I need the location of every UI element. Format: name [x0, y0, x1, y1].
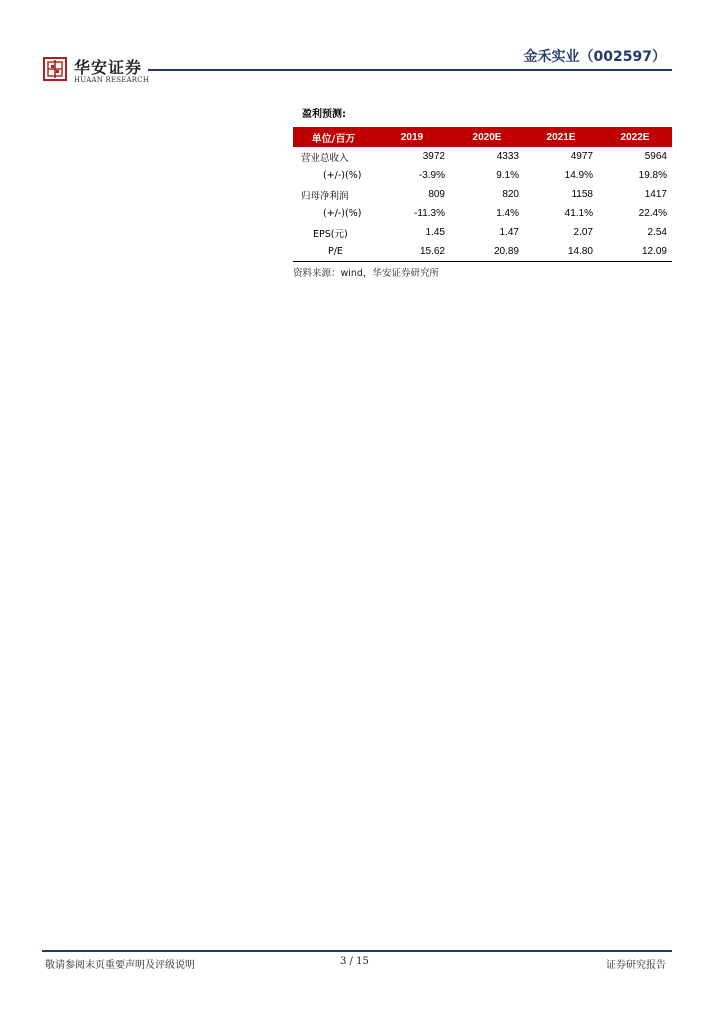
- table-cell: 41.1%: [564, 208, 593, 219]
- table-cell: -3.9%: [418, 170, 445, 181]
- table-cell: 9.1%: [496, 170, 519, 181]
- row-label: 营业总收入: [301, 152, 349, 164]
- table-cell: 2.07: [573, 227, 593, 238]
- table-row: [293, 223, 672, 242]
- table-cell: 4333: [496, 151, 519, 162]
- table-cell: 1.47: [499, 227, 519, 238]
- table-cell: 14.9%: [564, 170, 593, 181]
- report-title: 金禾实业（002597）: [523, 49, 666, 65]
- column-header: 2021E: [524, 127, 598, 147]
- forecast-title: 盈利预测:: [302, 109, 346, 120]
- header-divider: [148, 69, 672, 71]
- row-label: (+/-)(%): [323, 170, 362, 181]
- company-logo: [43, 55, 153, 87]
- table-cell: -11.3%: [414, 208, 445, 219]
- report-type: 证券研究报告: [606, 960, 666, 971]
- footer-divider: [42, 950, 672, 952]
- table-cell: 1.4%: [496, 208, 519, 219]
- table-cell: 22.4%: [638, 208, 667, 219]
- row-label: EPS(元): [313, 228, 348, 240]
- table-cell: 20.89: [450, 242, 524, 262]
- table-row: [293, 204, 672, 223]
- row-label: (+/-)(%): [323, 208, 362, 219]
- logo-mark-icon: [43, 57, 67, 81]
- table-row: [293, 166, 672, 185]
- table-cell: 14.80: [524, 242, 598, 262]
- table-row: [293, 242, 672, 262]
- table-cell: 5964: [644, 151, 667, 162]
- row-label: 归母净利润: [301, 190, 349, 202]
- row-label: P/E: [293, 242, 374, 262]
- table-cell: 15.62: [374, 242, 450, 262]
- table-cell: 12.09: [598, 242, 672, 262]
- table-cell: 1417: [644, 189, 667, 200]
- table-cell: 2.54: [647, 227, 667, 238]
- column-header: 2020E: [450, 127, 524, 147]
- column-header: 2019: [374, 127, 450, 147]
- forecast-section: [293, 105, 672, 279]
- table-cell: 4977: [570, 151, 593, 162]
- table-cell: 3972: [422, 151, 445, 162]
- table-cell: 809: [428, 189, 445, 200]
- table-header-row: [293, 127, 672, 147]
- table-cell: 19.8%: [638, 170, 667, 181]
- table-cell: 1.45: [425, 227, 445, 238]
- table-cell: 1158: [571, 189, 593, 200]
- page-number: 3 / 15: [340, 956, 369, 967]
- column-header: 单位/百万: [293, 127, 374, 147]
- table-row: [293, 147, 672, 166]
- forecast-table: [293, 127, 672, 262]
- disclaimer-note: 敬请参阅末页重要声明及评级说明: [45, 960, 195, 971]
- logo-english-name: HUAAN RESEARCH: [74, 76, 150, 84]
- table-row: [293, 185, 672, 204]
- column-header: 2022E: [598, 127, 672, 147]
- source-note: 资料来源：wind，华安证券研究所: [293, 268, 439, 279]
- logo-chinese-name: 华安证券: [74, 58, 143, 77]
- table-cell: 820: [502, 189, 519, 200]
